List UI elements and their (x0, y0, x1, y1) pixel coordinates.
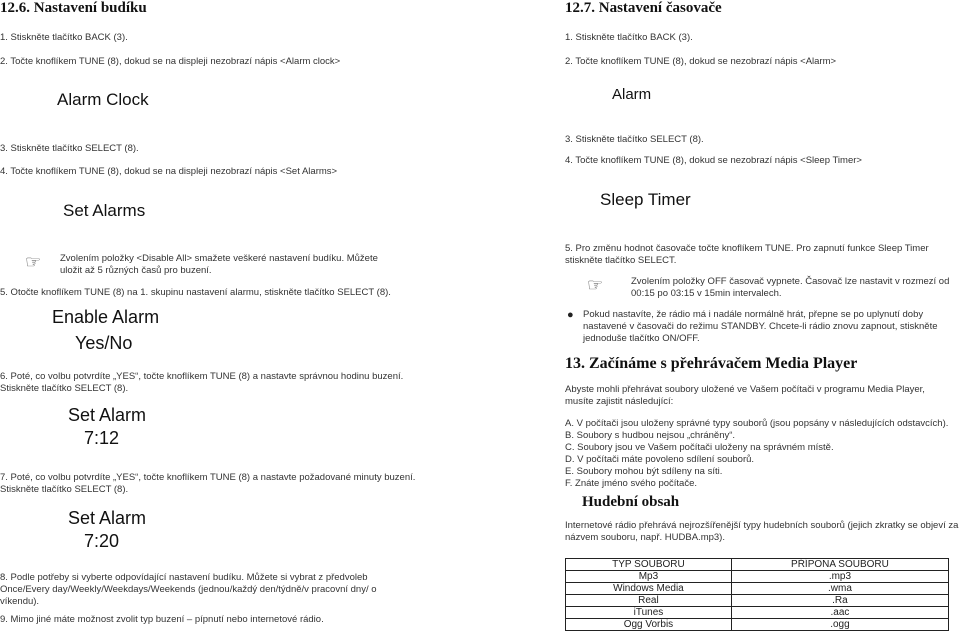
list-item: F. Znáte jméno svého počítače. (565, 478, 698, 489)
table-row (566, 583, 949, 595)
display-yes-no: Yes/No (75, 333, 133, 353)
file-type-table (565, 558, 949, 631)
step-7: 7. Poté, co volbu potvrdíte „YES“, točte knoflíkem TUNE (8) a nastavte požadované minuty buzení. Stiskněte tlačítko SELECT (8). (0, 472, 416, 495)
table-row (566, 619, 949, 631)
table-cell: iTunes (566, 607, 732, 619)
display-enable-alarm: Enable Alarm (52, 307, 160, 327)
table-cell: .ogg (731, 619, 948, 631)
section-heading-alarm: 12.6. Nastavení budíku (0, 0, 147, 16)
list-item: E. Soubory mohou být sdíleny na síti. (565, 466, 723, 477)
step-2: 2. Točte knoflíkem TUNE (8), dokud se na displeji nezobrazí nápis <Alarm clock> (0, 56, 341, 67)
display-alarm-minute-value: 7:20 (84, 531, 120, 551)
table-cell: .wma (731, 583, 948, 595)
list-item: C. Soubory jsou ve Vašem počítači uloženy na správném místě. (565, 442, 834, 453)
display-set-alarm-minute: Set Alarm (68, 508, 147, 528)
display-alarm: Alarm (612, 86, 652, 103)
display-set-alarms: Set Alarms (63, 201, 146, 220)
music-content-body: Internetové rádio přehrává nejrozšířenější typy hudebních souborů (jejich zkratky se objeví za názvem souboru, např. HUDBA.mp3). (565, 520, 959, 543)
table-cell: .mp3 (731, 571, 948, 583)
step-9: 9. Mimo jiné máte možnost zvolit typ buzení – pípnutí nebo internetové rádio. (0, 614, 324, 625)
step-8: 8. Podle potřeby si vyberte odpovídající nastavení budíku. Můžete si vybrat z předvoleb Once/Every day/Weekly/Weekdays/Weekends (jednou/každý den/týdně/v pracovní dny/ o víkendu). (0, 572, 377, 607)
display-set-alarm-hour: Set Alarm (68, 405, 147, 425)
table-row (566, 595, 949, 607)
table-row (566, 607, 949, 619)
step-5: 5. Otočte knoflíkem TUNE (8) na 1. skupinu nastavení alarmu, stiskněte tlačítko SELECT (8). (0, 287, 391, 298)
list-item: D. V počítači máte povoleno sdílení souborů. (565, 454, 755, 465)
pointing-hand-icon: ☞ (587, 275, 604, 295)
display-alarm-clock: Alarm Clock (57, 90, 149, 109)
timer-step-5: 5. Pro změnu hodnot časovače točte knoflíkem TUNE. Pro zapnutí funkce Sleep Timer stiskněte tlačítko SELECT. (565, 243, 929, 266)
step-3: 3. Stiskněte tlačítko SELECT (8). (0, 143, 139, 154)
bullet-icon: ● (567, 309, 574, 321)
list-item: B. Soubory s hudbou nejsou „chráněny“. (565, 430, 736, 441)
step-4: 4. Točte knoflíkem TUNE (8), dokud se na displeji nezobrazí nápis <Set Alarms> (0, 166, 338, 177)
column-header-type: TYP SOUBORU (566, 559, 732, 571)
table-header-row (566, 559, 949, 571)
table-row (566, 571, 949, 583)
section-heading-media-player: 13. Začínáme s přehrávačem Media Player (565, 355, 858, 372)
table-cell: .Ra (731, 595, 948, 607)
timer-step-3: 3. Stiskněte tlačítko SELECT (8). (565, 134, 704, 145)
table-cell: Real (566, 595, 732, 607)
timer-step-4: 4. Točte knoflíkem TUNE (8), dokud se nezobrazí nápis <Sleep Timer> (565, 155, 862, 166)
standby-bullet: Pokud nastavíte, že rádio má i nadále normálně hrát, přepne se po uplynutí doby nastavené v časovači do režimu STANDBY. Chcete-li rádio znovu zapnout, stiskněte jednoduše tlačítko ON/OFF. (583, 309, 938, 344)
pointing-hand-icon: ☞ (25, 252, 42, 272)
column-header-extension: PŘÍPONA SOUBORU (731, 559, 948, 571)
table-cell: Ogg Vorbis (566, 619, 732, 631)
media-player-intro: Abyste mohli přehrávat soubory uložené ve Vašem počítači v programu Media Player, musíte zajistit následující: (565, 384, 925, 407)
step-6: 6. Poté, co volbu potvrdíte „YES“, točte knoflíkem TUNE (8) a nastavte správnou hodinu buzení. Stiskněte tlačítko SELECT (8). (0, 371, 404, 394)
note-timer-off: Zvolením položky OFF časovač vypnete. Časovač lze nastavit v rozmezí od 00:15 po 03:15 v 15min intervalech. (631, 276, 950, 299)
step-1: 1. Stiskněte tlačítko BACK (3). (0, 32, 128, 43)
section-heading-timer: 12.7. Nastavení časovače (565, 0, 722, 16)
note-disable-all: Zvolením položky <Disable All> smažete veškeré nastavení budíku. Můžete uložit až 5 různých časů pro buzení. (60, 253, 378, 276)
table-cell: Windows Media (566, 583, 732, 595)
display-sleep-timer: Sleep Timer (600, 190, 691, 209)
timer-step-2: 2. Točte knoflíkem TUNE (8), dokud se nezobrazí nápis <Alarm> (565, 56, 837, 67)
table-cell: Mp3 (566, 571, 732, 583)
display-alarm-hour-value: 7:12 (84, 428, 120, 448)
requirements-list (565, 418, 960, 490)
table-cell: .aac (731, 607, 948, 619)
timer-step-1: 1. Stiskněte tlačítko BACK (3). (565, 32, 693, 43)
subheading-music-content: Hudební obsah (582, 494, 680, 510)
list-item: A. V počítači jsou uloženy správné typy souborů (jsou popsány v následujících odstavcích). (565, 418, 949, 429)
